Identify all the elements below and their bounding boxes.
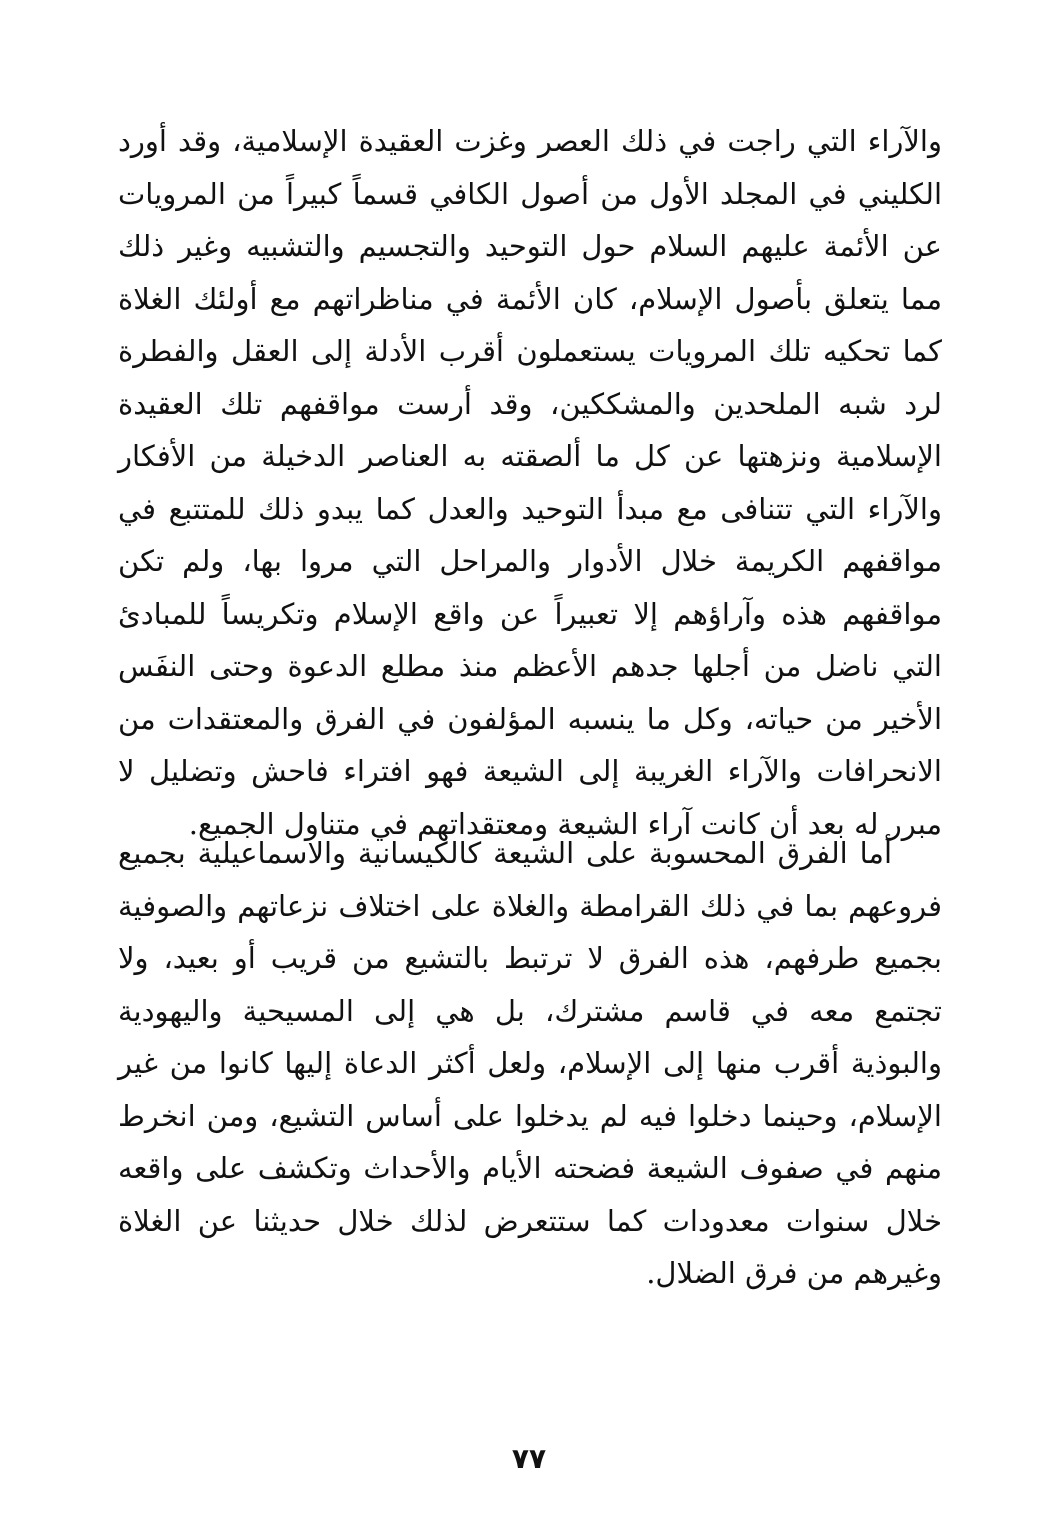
page-number: ٧٧ (511, 1442, 547, 1475)
paragraph-2: أما الفرق المحسوبة على الشيعة كالكيسانية والاسماعيلية بجميع فروعهم بما في ذلك القرامطة والغلاة على اختلاف نزعاتهم والصوفية بجميع طرفهم، هذه الفرق لا ترتبط بالتشيع من قريب أو بعيد، ولا تجتمع معه في قاسم مشترك، بل هي إلى المسيحية واليهودية والبوذية أقرب منها إلى الإسلام، ولعل أكثر الدعاة إليها كانوا من غير الإسلام، وحينما دخلوا فيه لم يدخلوا على أساس التشيع، ومن انخرط منهم في صفوف الشيعة فضحته الأيام والأحداث وتكشف على واقعه خلال سنوات معدودات كما ستتعرض لذلك خلال حديثنا عن الغلاة وغيرهم من فرق الضلال. (118, 836, 942, 1290)
paragraph-1: والآراء التي راجت في ذلك العصر وغزت العقيدة الإسلامية، وقد أورد الكليني في المجلد الأول من أصول الكافي قسماً كبيراً من المرويات عن الأئمة عليهم السلام حول التوحيد والتجسيم والتشبيه وغير ذلك مما يتعلق بأصول الإسلام، كان الأئمة في مناظراتهم مع أولئك الغلاة كما تحكيه تلك المرويات يستعملون أقرب الأدلة إلى العقل والفطرة لرد شبه الملحدين والمشككين، وقد أرست مواقفهم تلك العقيدة الإسلامية ونزهتها عن كل ما ألصقته به العناصر الدخيلة من الأفكار والآراء التي تتنافى مع مبدأ التوحيد والعدل كما يبدو ذلك للمتتبع في مواقفهم الكريمة خلال الأدوار والمراحل التي مروا بها، ولم تكن مواقفهم هذه وآراؤهم إلا تعبيراً عن واقع الإسلام وتكريساً للمبادئ التي ناضل من أجلها جدهم الأعظم منذ مطلع الدعوة وحتى النفَس الأخير من حياته، وكل ما ينسبه المؤلفون في الفرق والمعتقدات من الانحرافات والآراء الغريبة إلى الشيعة فهو افتراء فاحش وتضليل لا مبرر له بعد أن كانت آراء الشيعة ومعتقداتهم في متناول الجميع. (118, 124, 942, 841)
